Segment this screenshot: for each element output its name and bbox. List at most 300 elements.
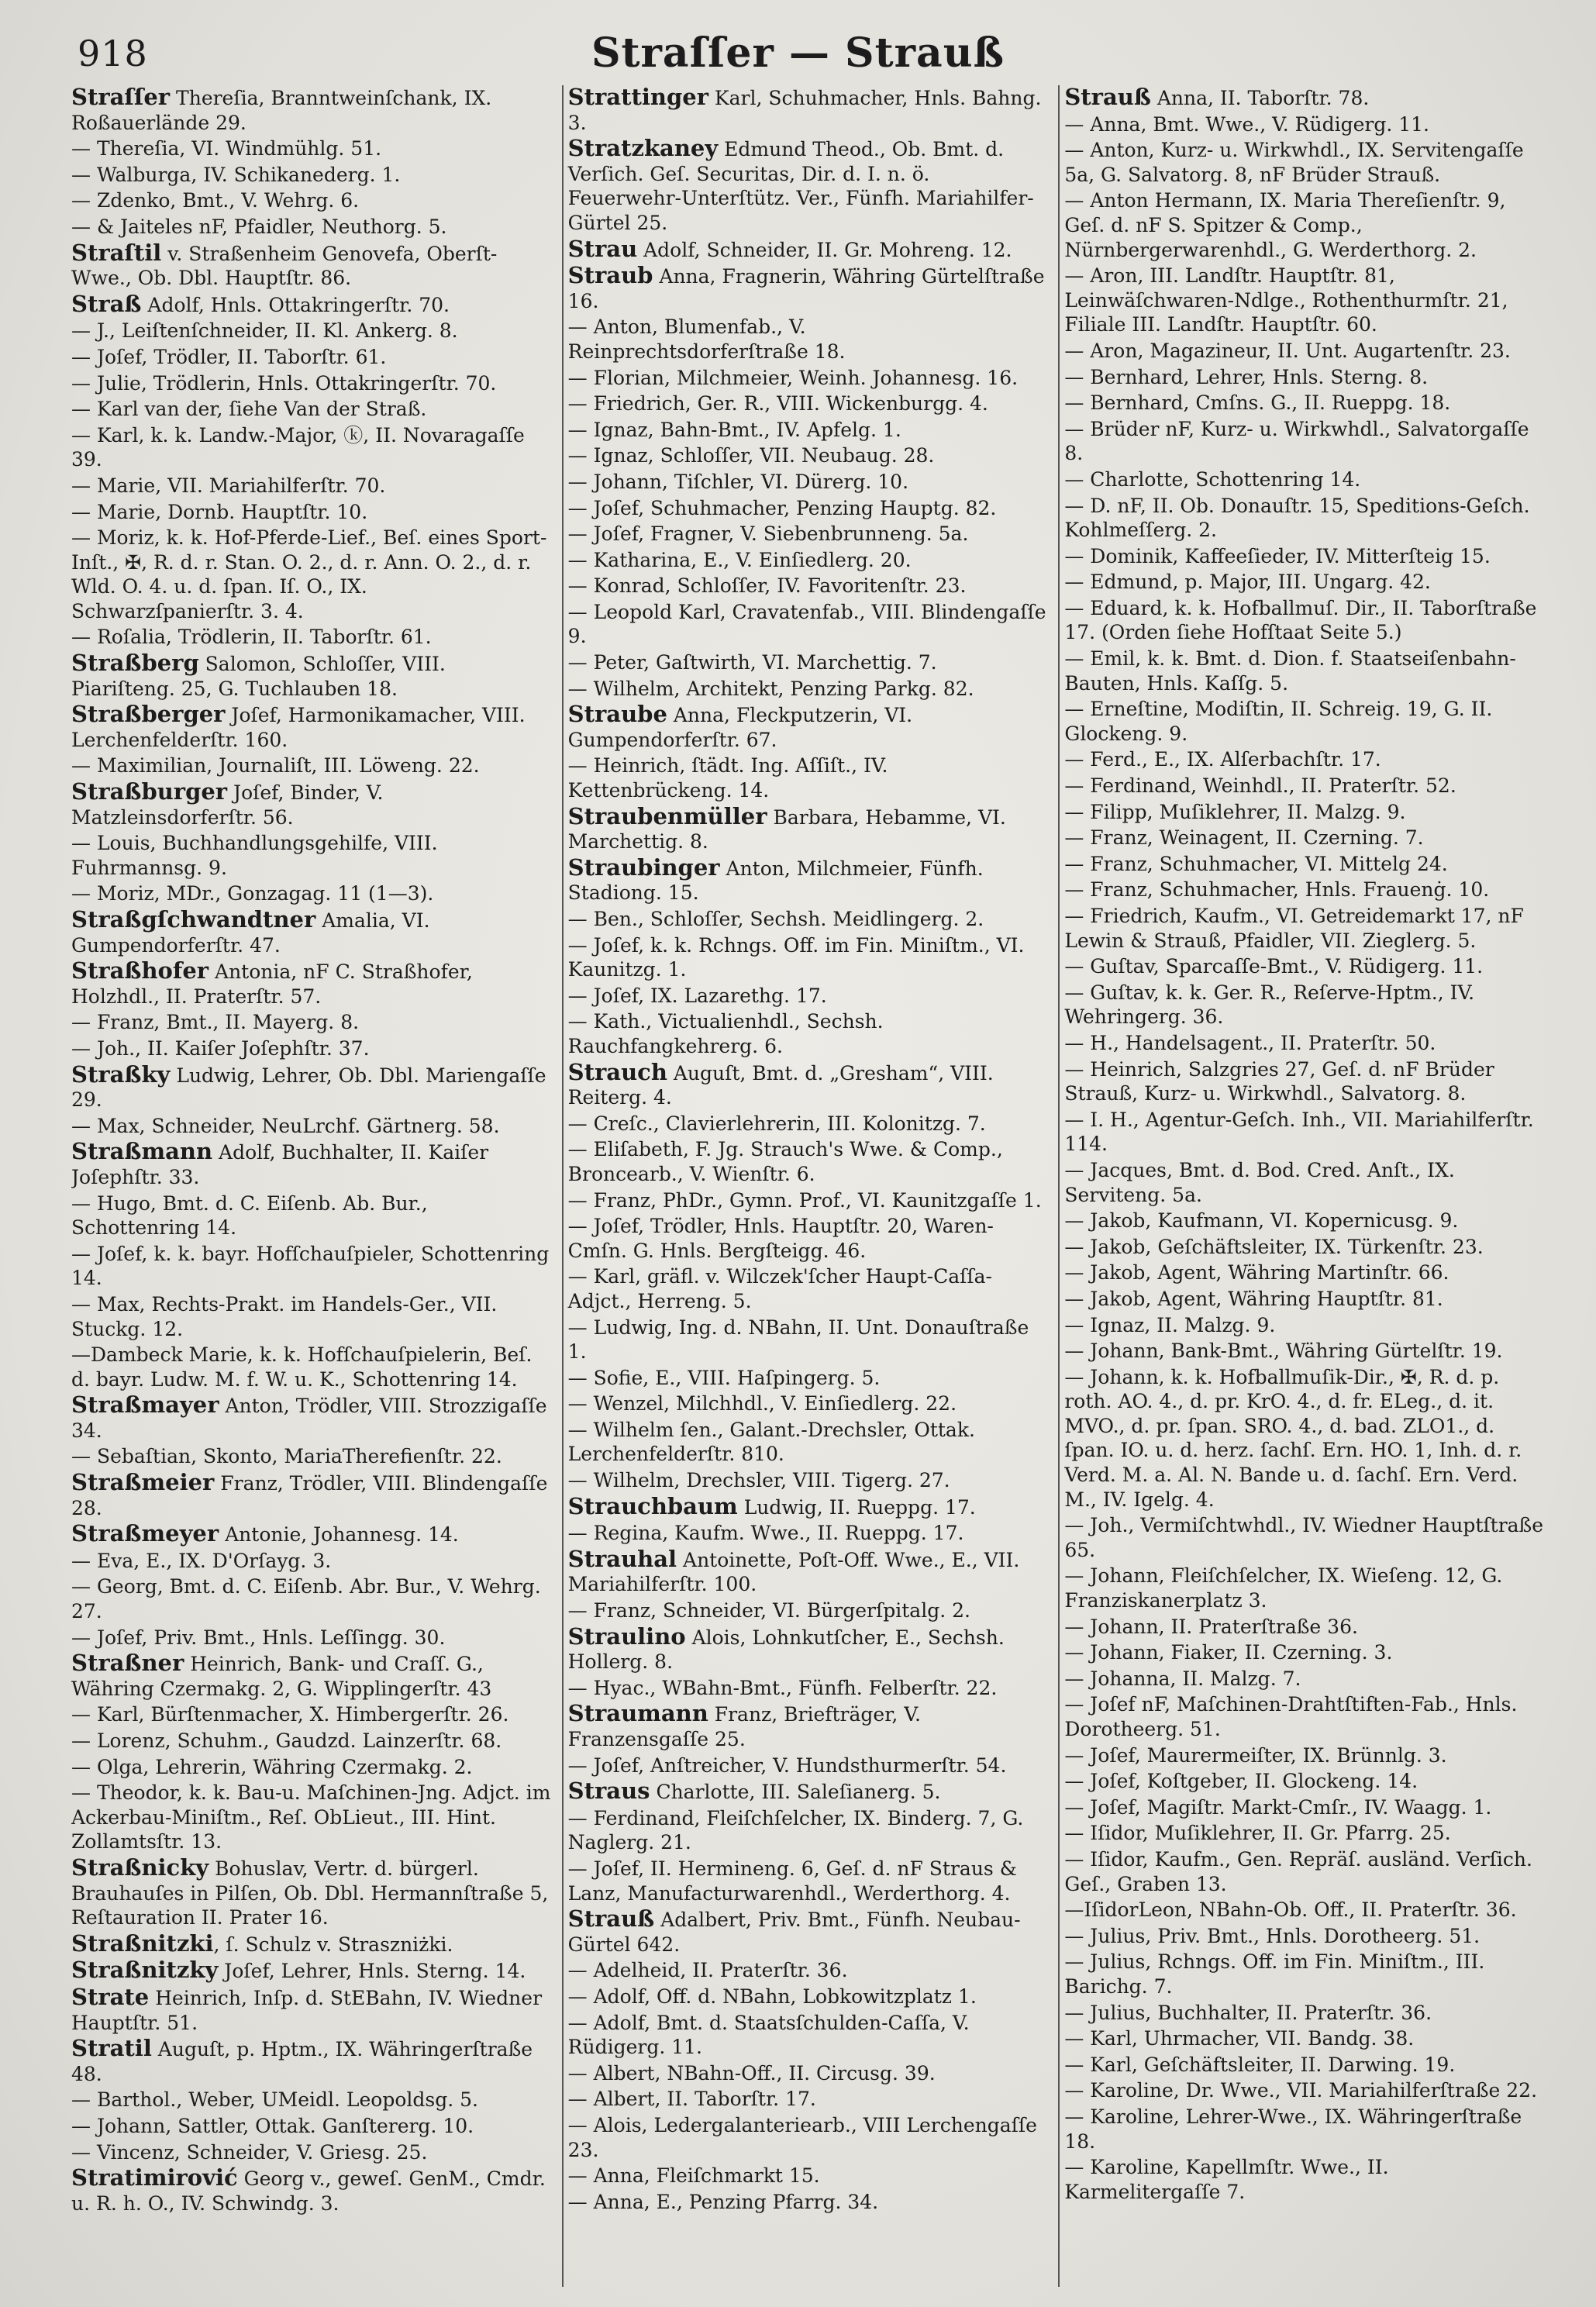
- entry-details: — Johann, Fleiſchſelcher, IX. Wieſeng. 12, G. Franziskanerplatz 3.: [1064, 1564, 1503, 1612]
- directory-entry: [568, 1985, 1048, 2009]
- entry-details: — Marie, Dornb. Hauptſtr. 10.: [71, 500, 368, 523]
- directory-entry: [568, 650, 1048, 675]
- directory-entry: [71, 831, 551, 880]
- directory-entry: [1064, 1795, 1544, 1820]
- entry-details: — Olga, Lehrerin, Währing Czermakg. 2.: [71, 1755, 473, 1778]
- directory-entry: [568, 1779, 1048, 1805]
- entry-details: — Max, Rechts-Prakt. im Handels-Ger., VII. Stuckg. 12.: [71, 1292, 498, 1340]
- entry-details: — Friedrich, Ger. R., VIII. Wickenburgg. 4.: [567, 392, 988, 416]
- entry-details: Barbara, Hebamme, VI. Marchettig. 8.: [567, 805, 1006, 853]
- entry-details: Alois, Lohnkutſcher, E., Sechsh. Hollerg. 8.: [567, 1626, 1005, 1674]
- entry-details: — Julie, Trödlerin, Hnls. Ottakringerſtr. 70.: [71, 371, 497, 395]
- directory-entry: [568, 237, 1048, 263]
- entry-details: Auguſt, p. Hptm., IX. Währingerſtraße 48.: [71, 2038, 533, 2085]
- directory-entry: [1064, 2078, 1544, 2103]
- entry-surname: Stratimirović: [71, 2164, 238, 2191]
- directory-entry: [71, 625, 551, 650]
- directory-entry: [71, 500, 551, 525]
- directory-entry: [71, 215, 551, 240]
- entry-details: — Franz, Schuhmacher, Hnls. Frauenġ. 10.: [1064, 878, 1490, 902]
- directory-entry: [568, 2061, 1048, 2086]
- directory-entry: [1064, 1692, 1544, 1741]
- entry-details: — Franz, PhDr., Gymn. Prof., VI. Kaunitzgaſſe 1.: [567, 1188, 1042, 1212]
- entry-details: — Katharina, E., V. Einſiedlerg. 20.: [567, 548, 912, 571]
- directory-entry: [71, 1549, 551, 1574]
- entry-details: — Konrad, Schloſſer, IV. Favoritenſtr. 23.: [567, 574, 967, 598]
- entry-details: — Erneſtine, Modiſtin, II. Schreig. 19, G. II. Glockeng. 9.: [1064, 698, 1493, 745]
- directory-entry: [568, 2190, 1048, 2215]
- entry-details: — Joſef, Trödler, Hnls. Hauptſtr. 20, Waren-Cmſn. G. Hnls. Bergſteigg. 46.: [567, 1215, 994, 1262]
- entry-details: Ludwig, Lehrer, Ob. Dbl. Mariengaſſe 29.: [71, 1064, 546, 1112]
- directory-entry: [568, 470, 1048, 495]
- directory-entry: [568, 753, 1048, 802]
- entry-details: — Emil, k. k. Bmt. d. Dion. f. Staatseiſenbahn-Bauten, Hnls. Kaſſg. 5.: [1064, 647, 1516, 695]
- directory-entry: [71, 1729, 551, 1754]
- directory-entry: [568, 136, 1048, 235]
- directory-entry: [1064, 2053, 1544, 2078]
- directory-entry: [71, 1651, 551, 1701]
- entry-details: Auguſt, Bmt. d. „Gresham“, VIII. Reiterg. 4.: [567, 1061, 994, 1109]
- directory-entry: [71, 1702, 551, 1727]
- entry-details: — Joſef, Priv. Bmt., Hnls. Leſſingg. 30.: [71, 1626, 446, 1649]
- directory-entry: [568, 522, 1048, 547]
- entry-details: — Joh., II. Kaiſer Joſephſtr. 37.: [71, 1036, 370, 1060]
- entry-details: — Joſef, k. k. bayr. Hofſchauſpieler, Schottenring 14.: [71, 1242, 550, 1290]
- directory-entry: [1064, 1898, 1544, 1922]
- entry-details: Charlotte, III. Saleſianerg. 5.: [650, 1781, 941, 1804]
- directory-entry: [568, 702, 1048, 752]
- entry-details: Salomon, Schloſſer, VIII. Piariſteng. 25, G. Tuchlauben 18.: [71, 653, 446, 700]
- entry-details: — J., Leiſtenſchneider, II. Kl. Ankerg. 8.: [71, 319, 458, 343]
- directory-entry: [71, 1958, 551, 1984]
- directory-entry: [71, 753, 551, 778]
- entry-details: — Iſidor, Kaufm., Gen. Repräſ. ausländ. Verſich. Geſ., Graben 13.: [1064, 1847, 1532, 1895]
- entry-details: — Jakob, Agent, Währing Martinſtr. 66.: [1064, 1261, 1449, 1285]
- directory-entry: [568, 1857, 1048, 1905]
- directory-entry: [1064, 1260, 1544, 1285]
- entry-details: — Franz, Bmt., II. Mayerg. 8.: [71, 1011, 360, 1034]
- entry-details: Franz, Briefträger, V. Franzensgaſſe 25.: [567, 1703, 921, 1750]
- entry-surname: Straßmeier: [71, 1469, 215, 1496]
- entry-surname: Strauchbaum: [567, 1492, 738, 1519]
- entry-details: Antonie, Johannesg. 14.: [219, 1523, 459, 1547]
- directory-entry: [568, 1468, 1048, 1493]
- entry-details: — Ignaz, II. Malzg. 9.: [1064, 1313, 1276, 1336]
- entry-details: — Jakob, Kaufmann, VI. Kopernicusg. 9.: [1064, 1209, 1459, 1233]
- directory-entry: [1064, 1287, 1544, 1312]
- entry-details: — & Jaiteles nF, Pfaidler, Neuthorg. 5.: [71, 215, 447, 238]
- entry-details: — Joſef, Schuhmacher, Penzing Hauptg. 82.: [567, 496, 997, 519]
- directory-entry: [1064, 904, 1544, 953]
- directory-entry: [71, 1781, 551, 1854]
- entry-details: — Ludwig, Ing. d. NBahn, II. Unt. Donauſtraße 1.: [567, 1316, 1029, 1364]
- directory-entry: [567, 853, 1048, 905]
- directory-entry: [71, 1929, 551, 1957]
- entry-details: — Franz, Weinagent, II. Czerning. 7.: [1064, 826, 1424, 850]
- directory-entry: [1064, 2155, 1544, 2204]
- entry-surname: Straulino: [567, 1622, 686, 1650]
- directory-entry: [71, 959, 551, 1009]
- entry-surname: Strauß: [1064, 85, 1151, 110]
- directory-entry: [71, 1444, 551, 1469]
- directory-entry: [568, 2164, 1048, 2188]
- directory-entry: [568, 1806, 1048, 1855]
- entry-details: — Moriz, k. k. Hof-Pferde-Lief., Beſ. eines Sport-Inſt., ✠, R. d. r. Stan. O. 2., d. r. Ann. O. 2., d. r. Wld. O. 4. u. d. ſpan. Iſ. O., IX. Schwarzſpanierſtr. 3. 4.: [71, 526, 547, 622]
- entry-details: Anton, Trödler, VIII. Strozzigaſſe 34.: [71, 1395, 547, 1442]
- entry-details: Bohuslav, Vertr. d. bürgerl. Brauhauſes in Pilſen, Ob. Dbl. Hermannſtraße 5, Reſtauration II. Prater 16.: [71, 1857, 549, 1929]
- directory-entry: [71, 1343, 551, 1391]
- entry-details: — Johann, Bank-Bmt., Währing Gürtelſtr. 19.: [1064, 1340, 1503, 1363]
- directory-entry: [568, 1391, 1048, 1416]
- entry-details: — H., Handelsagent., II. Praterſtr. 50.: [1064, 1031, 1436, 1054]
- entry-details: — Joſef, IX. Lazarethg. 17.: [567, 984, 827, 1007]
- directory-entry: [71, 1393, 551, 1443]
- directory-entry: [1064, 391, 1544, 416]
- directory-entry: [568, 548, 1048, 573]
- entry-details: — Ignaz, Bahn-Bmt., IV. Apfelg. 1.: [567, 418, 901, 441]
- entry-details: Adolf, Hnls. Ottakringerſtr. 70.: [141, 293, 450, 316]
- entry-surname: Straßberg: [71, 650, 199, 677]
- entry-details: — Albert, II. Taborſtr. 17.: [567, 2088, 816, 2111]
- directory-entry: [1064, 1235, 1544, 1260]
- entry-details: — Ben., Schloſſer, Sechsh. Meidlingerg. 2.: [567, 908, 984, 930]
- directory-entry: [1064, 1209, 1544, 1233]
- entry-details: Heinrich, Bank- und Craſſ. G., Währing Czermakg. 2, G. Wipplingerſtr. 43: [71, 1653, 492, 1700]
- directory-entry: [71, 1140, 551, 1189]
- entry-details: , ſ. Schulz v. Straszniżki.: [213, 1933, 453, 1956]
- entry-details: — Joſef, Fragner, V. Siebenbrunneng. 5a.: [567, 522, 969, 546]
- directory-entry: [568, 984, 1048, 1009]
- entry-details: — Charlotte, Schottenring 14.: [1064, 467, 1361, 491]
- directory-entry: [568, 1316, 1048, 1364]
- directory-entry: [1064, 647, 1544, 695]
- directory-entry: [568, 1366, 1048, 1391]
- entry-details: Adalbert, Priv. Bmt., Fünfh. Neubau-Gürtel 642.: [567, 1909, 1021, 1956]
- entry-details: — Georg, Bmt. d. C. Eiſenb. Abr. Bur., V. Wehrg. 27.: [71, 1575, 541, 1623]
- entry-surname: Straubinger: [567, 853, 720, 881]
- directory-entry: [568, 677, 1048, 702]
- directory-entry: [568, 1188, 1048, 1213]
- entry-details: Joſef, Lehrer, Hnls. Sterng. 14.: [218, 1960, 526, 1983]
- directory-entry: [1064, 112, 1544, 137]
- entry-details: — Franz, Schneider, VI. Bürgerſpitalg. 2.: [567, 1599, 970, 1622]
- directory-entry: [71, 345, 551, 370]
- entry-surname: Straßmann: [71, 1138, 213, 1165]
- directory-entry: [1064, 1108, 1544, 1157]
- directory-entry: [71, 188, 551, 213]
- entry-details: — Wilhelm, Architekt, Penzing Parkg. 82.: [567, 677, 974, 700]
- entry-details: — Aron, Magazineur, II. Unt. Augartenſtr. 23.: [1064, 339, 1511, 362]
- column-2: [562, 85, 1048, 2287]
- entry-details: — Kath., Victualienhdl., Sechsh. Rauchfangkehrerg. 6.: [567, 1010, 884, 1057]
- column-3: [1058, 85, 1544, 2287]
- entry-details: Georg v., geweſ. GenM., Cmdr. u. R. h. O., IV. Schwindg. 3.: [71, 2167, 546, 2215]
- entry-details: — Peter, Gaſtwirth, VI. Marchettig. 7.: [567, 651, 937, 674]
- entry-details: — Julius, Rchngs. Off. im Fin. Miniſtm., III. Barichg. 7.: [1064, 1950, 1485, 1998]
- entry-details: — Karl, k. k. Landw.-Major, ⓚ, II. Novaragaſſe 39.: [71, 423, 525, 471]
- directory-entry: [568, 1214, 1048, 1263]
- entry-details: — Walburga, IV. Schikanederg. 1.: [71, 163, 401, 186]
- entry-details: Edmund Theod., Ob. Bmt. d. Verſich. Geſ. Securitas, Dir. d. I. n. ö. Feuerwehr-Unterſtütz. Ver., Fünfh. Mariahilfer-Gürtel 25.: [567, 138, 1034, 234]
- directory-entry: [568, 1009, 1048, 1058]
- entry-details: Anna, II. Taborſtr. 78.: [1150, 87, 1370, 109]
- entry-details: — Jakob, Geſchäftsleiter, IX. Türkenſtr. 23.: [1064, 1235, 1484, 1258]
- entry-surname: Straßhofer: [71, 957, 209, 985]
- entry-details: — Julius, Priv. Bmt., Hnls. Dorotheerg. 51.: [1064, 1924, 1481, 1947]
- directory-entry: [71, 241, 551, 291]
- directory-entry: [568, 443, 1048, 468]
- directory-entry: [71, 1755, 551, 1780]
- directory-entry: [71, 780, 551, 829]
- directory-entry: [568, 1958, 1048, 1983]
- directory-entry: [71, 1114, 551, 1139]
- directory-entry: [71, 1522, 551, 1547]
- directory-entry: [568, 574, 1048, 598]
- directory-entry: [71, 908, 551, 957]
- directory-entry: [1064, 417, 1544, 466]
- entry-details: — Wenzel, Milchhdl., V. Einſiedlerg. 22.: [567, 1392, 957, 1416]
- entry-details: — Eva, E., IX. D'Orſayg. 3.: [71, 1549, 332, 1572]
- directory-entry: [568, 1264, 1048, 1313]
- page-header: [0, 23, 1596, 85]
- entry-details: — D. nF, II. Ob. Donauſtr. 15, Speditions-Geſch. Kohlmeſſerg. 2.: [1064, 494, 1530, 542]
- entry-details: —IſidorLeon, NBahn-Ob. Off., II. Praterſtr. 36.: [1064, 1898, 1517, 1922]
- directory-entry: [71, 1191, 551, 1240]
- entry-details: — Joſef, II. Hermineng. 6, Geſ. d. nF Straus & Lanz, Manufacturwarenhdl., Werderthorg. 4.: [567, 1857, 1017, 1905]
- entry-details: — Iſidor, Muſiklehrer, II. Gr. Pfarrg. 25.: [1064, 1822, 1451, 1845]
- directory-entry: [567, 1492, 1048, 1520]
- entry-details: Karl, Schuhmacher, Hnls. Bahng. 3.: [567, 87, 1042, 134]
- directory-entry: [568, 315, 1048, 364]
- entry-details: Joſef, Binder, V. Matzleinsdorferſtr. 56.: [71, 781, 384, 829]
- page-number: 918: [78, 33, 148, 74]
- entry-surname: Straumann: [567, 1700, 708, 1727]
- directory-entry: [568, 85, 1048, 135]
- entry-surname: Straßnitzky: [71, 1957, 219, 1984]
- entry-details: — Wilhelm ſen., Galant.-Drechsler, Ottak. Lerchenfelderſtr. 810.: [567, 1418, 975, 1466]
- entry-details: — Adolf, Bmt. d. Staatsſchulden-Caſſa, V. Rüdigerg. 11.: [567, 2011, 970, 2059]
- entry-details: — Eliſabeth, F. Jg. Strauch's Wwe. & Comp., Broncearb., V. Wienſtr. 6.: [567, 1138, 1003, 1185]
- entry-details: — Wilhelm, Drechsler, VIII. Tigerg. 27.: [567, 1469, 950, 1492]
- entry-details: — Bernhard, Cmſns. G., II. Rueppg. 18.: [1064, 391, 1451, 415]
- directory-entry: [568, 1598, 1048, 1623]
- directory-entry: [568, 1907, 1048, 1957]
- directory-entry: [568, 1112, 1048, 1136]
- entry-details: — Thereſia, VI. Windmühlg. 51.: [71, 137, 382, 160]
- directory-entry: [1064, 774, 1544, 798]
- directory-entry: [568, 1137, 1048, 1186]
- directory-entry: [71, 2088, 551, 2112]
- entry-details: Ludwig, II. Rueppg. 17.: [737, 1495, 976, 1519]
- directory-entry: [71, 526, 551, 623]
- directory-entry: [1064, 138, 1544, 187]
- entry-surname: Straßmeyer: [71, 1520, 219, 1547]
- directory-entry: [1064, 747, 1544, 772]
- entry-details: — Florian, Milchmeier, Weinh. Johannesg. 16.: [567, 366, 1019, 389]
- entry-surname: Strauch: [567, 1058, 667, 1085]
- entry-details: — Guſtav, k. k. Ger. R., Reſerve-Hptm., IV. Wehringerg. 36.: [1064, 981, 1475, 1029]
- entry-details: — Joſef, Anſtreicher, V. Hundsthurmerſtr. 54.: [567, 1754, 1007, 1777]
- entry-details: — Johanna, II. Malzg. 7.: [1064, 1667, 1301, 1690]
- directory-entry: [568, 600, 1048, 649]
- entry-surname: Straſſer: [71, 85, 171, 110]
- directory-entry: [1064, 1057, 1544, 1106]
- directory-entry: [568, 1702, 1048, 1751]
- entry-surname: Straßner: [71, 1650, 184, 1677]
- directory-entry: [1064, 2105, 1544, 2154]
- directory-entry: [71, 1626, 551, 1650]
- entry-details: — Creſc., Clavierlehrerin, III. Kolonitzg. 7.: [567, 1112, 986, 1135]
- entry-details: Anna, Fragnerin, Währing Gürtelſtraße 16.: [567, 265, 1045, 312]
- entry-details: — Adelheid, II. Praterſtr. 36.: [567, 1959, 848, 1982]
- entry-details: Anna, Fleckputzerin, VI. Gumpendorferſtr. 67.: [567, 704, 913, 751]
- directory-entry: [568, 1418, 1048, 1467]
- directory-entry: [71, 397, 551, 422]
- directory-entry: [1064, 1769, 1544, 1794]
- directory-entry: [71, 474, 551, 498]
- entry-details: — Joſef, Maurermeiſter, IX. Brünnlg. 3.: [1064, 1743, 1447, 1767]
- directory-entry: [567, 1622, 1048, 1674]
- entry-details: Antonia, nF C. Straßhofer, Holzhdl., II. Praterſtr. 57.: [71, 960, 473, 1008]
- directory-entry: [568, 2113, 1048, 2162]
- entry-details: — Karl, Uhrmacher, VII. Bandg. 38.: [1064, 2027, 1415, 2050]
- entry-details: — Anna, Fleiſchmarkt 15.: [567, 2164, 820, 2188]
- directory-entry: [71, 1985, 551, 2035]
- entry-details: Heinrich, Inſp. d. StEBahn, IV. Wiedner Hauptſtr. 51.: [71, 1986, 543, 2034]
- directory-entry: [1064, 1615, 1544, 1640]
- directory-entry: [1064, 1513, 1544, 1562]
- directory-entry: [1064, 954, 1544, 979]
- entry-details: Anton, Milchmeier, Fünfh. Stadiong. 15.: [567, 857, 984, 905]
- directory-entry: [568, 366, 1048, 391]
- entry-details: Amalia, VI. Gumpendorferſtr. 47.: [71, 909, 430, 957]
- entry-details: — Louis, Buchhandlungsgehilfe, VIII. Fuhrmannsg. 9.: [71, 832, 438, 879]
- directory-entry: [71, 651, 551, 701]
- directory-entry: [568, 1754, 1048, 1778]
- entry-details: — Max, Schneider, NeuLrchf. Gärtnerg. 58.: [71, 1114, 500, 1137]
- entry-surname: Stratzkaney: [567, 135, 719, 162]
- directory-entry: [1064, 544, 1544, 569]
- entry-details: — Johann, Sattler, Ottak. Ganſtererg. 10.: [71, 2114, 474, 2137]
- entry-details: — Julius, Buchhalter, II. Praterſtr. 36.: [1064, 2001, 1432, 2024]
- entry-details: — Filipp, Muſiklehrer, II. Malzg. 9.: [1064, 800, 1406, 823]
- directory-entry: [71, 1242, 551, 1291]
- entry-details: — Hugo, Bmt. d. C. Eiſenb. Ab. Bur., Schottenring 14.: [71, 1191, 428, 1240]
- directory-entry: [71, 136, 551, 161]
- directory-entry: [1064, 800, 1544, 825]
- directory-entry: [1064, 365, 1544, 390]
- entry-details: — Brüder nF, Kurz- u. Wirkwhdl., Salvatorgaſſe 8.: [1064, 417, 1529, 465]
- entry-surname: Straubenmüller: [567, 802, 767, 829]
- entry-details: — Edmund, p. Major, III. Ungarg. 42.: [1064, 571, 1431, 594]
- entry-details: — Johann, Fiaker, II. Czerning. 3.: [1064, 1641, 1393, 1664]
- directory-entry: [1064, 85, 1544, 111]
- entry-details: — Albert, NBahn-Off., II. Circusg. 39.: [567, 2061, 936, 2085]
- entry-details: — Joſef, Trödler, II. Taborſtr. 61.: [71, 345, 387, 368]
- entry-details: — Franz, Schuhmacher, VI. Mittelg 24.: [1064, 852, 1448, 875]
- directory-entry: [71, 371, 551, 396]
- directory-entry: [1064, 494, 1544, 543]
- entry-details: — Johann, k. k. Hofballmuſik-Dir., ✠, R. d. p. roth. AO. 4., d. pr. KrO. 4., d. fr. ELeg., d. it. MVO., d. pr. ſpan. SRO. 4., d. bad. ZLO1., d. ſpan. IO. u. d. herz. ſachſ. Ern. HO. 1, Inh. d. r. Verd. M. a. Al. N. Bande u. d. ſachſ. Ern. Verd. M., IV. Igelg. 4.: [1064, 1365, 1522, 1511]
- column-1: [71, 85, 551, 2287]
- entry-details: — Lorenz, Schuhm., Gaudzd. Lainzerſtr. 68.: [71, 1729, 502, 1752]
- entry-details: — Barthol., Weber, UMeidl. Leopoldsg. 5.: [71, 2088, 478, 2112]
- directory-entry: [1064, 1313, 1544, 1338]
- entry-surname: Strauhal: [567, 1545, 677, 1572]
- entry-surname: Straſtil: [71, 239, 162, 266]
- directory-entry: [568, 1060, 1048, 1110]
- entry-details: — Anton, Blumenfab., V. Reinprechtsdorferſtraße 18.: [567, 316, 846, 363]
- entry-details: — Aron, III. Landſtr. Hauptſtr. 81, Leinwäſchwaren-Ndlge., Rothenthurmſtr. 21, Filiale III. Landſtr. Hauptſtr. 60.: [1064, 264, 1508, 336]
- entry-details: — Karl, gräfl. v. Wilczek'ſcher Haupt-Caſſa-Adjct., Herreng. 5.: [567, 1265, 992, 1312]
- directory-entry: [568, 2087, 1048, 2112]
- directory-entry: [1064, 1031, 1544, 1056]
- directory-entry: [71, 2166, 551, 2216]
- entry-details: —Dambeck Marie, k. k. Hofſchauſpielerin, Beſ. d. bayr. Ludw. M. f. W. u. K., Schottenring 14.: [71, 1343, 533, 1391]
- entry-surname: Strau: [567, 235, 638, 262]
- entry-details: — Karl, Geſchäftsleiter, II. Darwing. 19.: [1064, 2053, 1456, 2076]
- entry-details: — Anton Hermann, IX. Maria Thereſienſtr. 9, Geſ. d. nF S. Spitzer & Comp., Nürnbergerwarenhdl., G. Werderthorg. 2.: [1064, 189, 1506, 261]
- entry-surname: Straus: [567, 1778, 650, 1805]
- entry-surname: Stratil: [71, 2035, 152, 2062]
- directory-entry: [1064, 697, 1544, 746]
- directory-entry: [1064, 596, 1544, 645]
- directory-entry: [1064, 981, 1544, 1029]
- entry-details: — Johann, Tiſchler, VI. Dürerg. 10.: [567, 470, 909, 493]
- directory-entry: [1064, 1365, 1544, 1512]
- entry-details: — Jakob, Agent, Währing Hauptſtr. 81.: [1064, 1287, 1443, 1310]
- entry-details: — Ignaz, Schloſſer, VII. Neubaug. 28.: [567, 444, 935, 467]
- directory-entry: [71, 1010, 551, 1035]
- entry-details: — Guſtav, Sparcaſſe-Bmt., V. Rüdigerg. 11.: [1064, 955, 1484, 978]
- directory-entry: [1064, 1924, 1544, 1949]
- entry-details: — Jacques, Bmt. d. Bod. Cred. Anſt., IX. Serviteng. 5a.: [1064, 1158, 1455, 1206]
- directory-entry: [71, 881, 551, 906]
- entry-details: — Karl, Bürſtenmacher, X. Himbergerſtr. 26.: [71, 1703, 509, 1726]
- directory-entry: [568, 418, 1048, 443]
- directory-entry: [71, 1060, 551, 1112]
- directory-entry: [568, 264, 1048, 313]
- directory-entry: [1064, 1640, 1544, 1665]
- directory-entry: [1064, 264, 1544, 337]
- directory-entry: [71, 1856, 551, 1930]
- entry-details: v. Straßenheim Genovefa, Oberſt-Wwe., Ob. Dbl. Hauptſtr. 86.: [71, 242, 498, 290]
- directory-entry: [71, 2114, 551, 2139]
- directory-entry: [1064, 2026, 1544, 2051]
- entry-details: — Moriz, MDr., Gonzagag. 11 (1—3).: [71, 882, 434, 905]
- directory-entry: [568, 1521, 1048, 1546]
- entry-details: — Theodor, k. k. Bau-u. Maſchinen-Jng. Adjct. im Ackerbau-Miniſtm., Reſ. ObLieut., III. Hint. Zollamtsſtr. 13.: [71, 1781, 551, 1854]
- entry-details: — Ferd., E., IX. Alſerbachſtr. 17.: [1064, 748, 1381, 771]
- entry-details: — Karoline, Lehrer-Wwe., IX. Währingerſtraße 18.: [1064, 2105, 1522, 2153]
- directory-entry: [71, 1036, 551, 1061]
- directory-entry: [71, 163, 551, 188]
- entry-details: — Adolf, Off. d. NBahn, Lobkowitzplatz 1.: [567, 1985, 977, 2008]
- directory-entry: [1064, 878, 1544, 902]
- entry-surname: Straube: [567, 701, 667, 728]
- directory-entry: [1064, 467, 1544, 492]
- entry-surname: Straßmayer: [71, 1391, 219, 1419]
- directory-entry: [1064, 188, 1544, 262]
- entry-details: — Eduard, k. k. Hofballmuſ. Dir., II. Taborſtraße 17. (Orden ſiehe Hofſtaat Seite 5.): [1064, 596, 1537, 644]
- entry-surname: Strauß: [567, 1905, 655, 1933]
- entry-details: — Joſef, Koſtgeber, II. Glockeng. 14.: [1064, 1770, 1418, 1793]
- directory-entry: [1064, 570, 1544, 595]
- entry-details: — Johann, II. Praterſtraße 36.: [1064, 1615, 1358, 1638]
- entry-details: — Ferdinand, Fleiſchſelcher, IX. Binderg. 7, G. Naglerg. 21.: [567, 1806, 1024, 1854]
- entry-surname: Straßky: [71, 1060, 171, 1088]
- directory-entry: [1064, 1950, 1544, 1998]
